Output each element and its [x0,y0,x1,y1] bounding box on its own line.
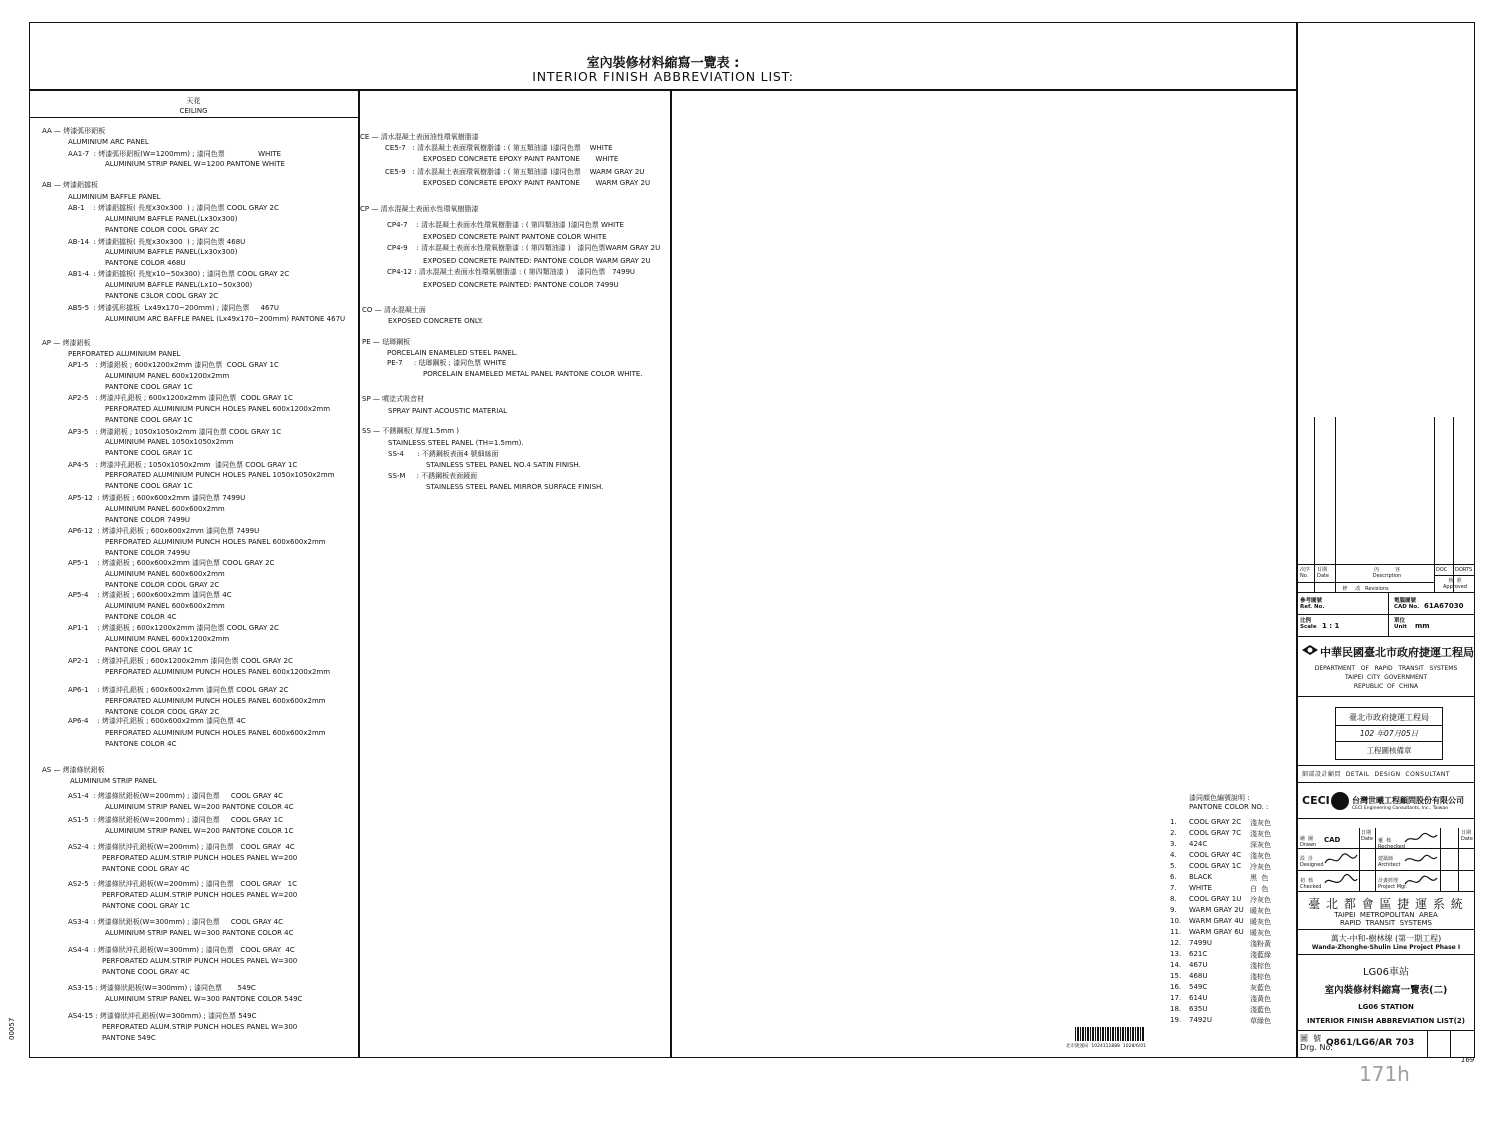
finish-line: ALUMINIUM ARC PANEL [68,138,149,146]
sheet-title-zh: 室內裝修材料縮寫一覽表(二) [1324,985,1448,996]
legend-number: 9. [1170,906,1177,914]
legend-color-code: 424C [1189,840,1208,848]
legend-number: 6. [1170,873,1177,881]
stamp-agency: 臺北市政府捷運工程局 [1349,713,1429,722]
finish-line: ALUMINIUM PANEL 600x1200x2mm [105,372,230,380]
finish-line: ALUMINIUM PANEL 600x600x2mm [105,570,225,578]
ceci-logo-icon [1331,792,1349,810]
finish-line: ALUMINIUM STRIP PANEL W=200 PANTONE COLOR 1C [105,827,294,835]
color-legend-title-en: PANTONE COLOR NO. : [1189,803,1269,811]
finish-line: AP2-5 : 烤漆沖孔鋁板 ; 600x1200x2mm 漆同色票 COOL GRAY 1C [68,394,293,402]
legend-color-name: 灰藍色 [1250,984,1271,992]
rev-no-label: 次序 No. [1300,567,1311,579]
finish-line: PANTONE COOL GRAY 4C [102,865,190,873]
finish-line: SP — 噴塗式吸音材 [362,395,425,403]
finish-line: AB — 烤漆鋁擋板 [42,181,99,189]
finish-line: PANTONE COOL GRAY 4C [102,968,190,976]
legend-color-name: 白 色 [1250,885,1269,893]
finish-line: AP6-12 : 烤漆沖孔鋁板 ; 600x600x2mm 漆同色票 7499U [68,527,260,535]
finish-line: ALUMINIUM STRIP PANEL W=300 PANTONE COLOR 549C [105,995,303,1003]
legend-color-code: BLACK [1189,873,1213,881]
legend-color-name: 草綠色 [1250,1017,1271,1025]
checker-signature [1323,873,1359,891]
column-divider-1 [358,89,360,1058]
finish-line: AP — 烤漆鋁板 [42,339,91,347]
finish-line: EXPOSED CONCRETE PAINTED: PANTONE COLOR 7499U [423,281,619,289]
designer-signature [1323,851,1359,869]
finish-line: ALUMINIUM PANEL 1050x1050x2mm [105,438,234,446]
unit-value: mm [1415,622,1430,630]
finish-line: ALUMINIUM PANEL 600x600x2mm [105,602,225,610]
legend-color-code: 7499U [1189,939,1212,947]
legend-color-code: COOL GRAY 2C [1189,818,1242,826]
agency-name-en-2: TAIPEI CITY GOVERNMENT [1344,674,1428,681]
station-name-zh: LG06車站 [1362,967,1410,978]
finish-line: EXPOSED CONCRETE EPOXY PAINT PANTONE WARM GRAY 2U [423,179,651,187]
finish-line: PANTONE COLOR 4C [105,613,177,621]
finish-line: CE — 清水混凝土表面油性環氧樹脂漆 [360,133,479,141]
agency-name-zh: 中華民國臺北市政府捷運工程局 [1320,646,1474,659]
color-legend-title [1189,794,1268,812]
finish-line: STAINLESS STEEL PANEL NO.4 SATIN FINISH. [426,461,581,469]
finish-line: SS-4 : 不銹鋼板表面4 號細絲面 [388,450,499,458]
ref-no-label: 參考圖號 Ref. No. [1300,598,1325,610]
finish-line: AB1-4 : 烤漆鋁擋板( 長度x10~50x300) ; 漆同色票 COOL GRAY 2C [68,270,290,278]
column-divider-2 [670,89,672,1058]
date-label-2: 日期 Date [1461,830,1473,842]
legend-number: 17. [1170,994,1182,1002]
legend-number: 2. [1170,829,1177,837]
title-divider [29,89,1297,91]
rev-dorts-label: DORTS [1455,567,1473,573]
finish-line: PERFORATED ALUMINIUM PUNCH HOLES PANEL 600x1200x2mm [105,405,331,413]
legend-color-code: 7492U [1189,1016,1212,1024]
legend-color-name: 暖灰色 [1250,918,1271,926]
agency-name-en-3: REPUBLIC OF CHINA [1353,683,1419,690]
legend-color-code: 621C [1189,950,1208,958]
finish-line: AS2-4 : 烤漆條狀沖孔鋁板(W=200mm) ; 漆同色票 COOL GRAY 4C [68,843,295,851]
finish-line: ALUMINIUM BAFFLE PANEL(Lx30x300) [105,248,238,256]
legend-number: 1. [1170,818,1177,826]
legend-color-code: 635U [1189,1005,1208,1013]
finish-line: PANTONE COLOR 7499U [105,549,191,557]
finish-line: PE-7 : 琺瑯鋼板 ; 漆同色票 WHITE [387,359,507,367]
line-name-en: Wanda-Zhonghe-Shulin Line Project Phase I [1311,944,1461,951]
date-label: 日期 Date [1361,830,1373,842]
page-title-zh: 室內裝修材料縮寫一覽表 : [586,56,740,71]
pm-signature [1403,873,1439,891]
finish-line: PE — 琺瑯鋼板 [362,338,411,346]
legend-color-code: 614U [1189,994,1208,1002]
ceiling-header [29,96,358,116]
legend-color-code: COOL GRAY 1U [1189,895,1242,903]
drawing-title-area [29,22,1297,92]
finish-line: ALUMINIUM BAFFLE PANEL(Lx10~50x300) [105,281,253,289]
finish-line: AA — 烤漆弧形鋁板 [42,127,106,135]
legend-number: 18. [1170,1005,1182,1013]
page-title-en: INTERIOR FINISH ABBREVIATION LIST: [532,69,794,84]
finish-line: PANTONE COLOR COOL GRAY 2C [105,708,220,716]
line-name-zh: 萬大-中和-樹林線 (第一期工程) [1330,934,1442,943]
finish-line: AP2-1 : 烤漆沖孔鋁板 ; 600x1200x2mm 漆同色票 COOL GRAY 2C [68,657,293,665]
finish-line: PERFORATED ALUM.STRIP PUNCH HOLES PANEL W=200 [102,891,298,899]
page-number: 171h [1359,1062,1410,1086]
system-name-en-2: RAPID TRANSIT SYSTEMS [1340,919,1432,927]
architect-label: 建築師 Architect [1378,856,1401,868]
legend-number: 7. [1170,884,1177,892]
finish-line: CE5-9 : 清水混凝土表面環氧樹脂漆 : ( 第五類油漆 )漆同色票 WARM GRAY 2U [385,168,645,176]
color-legend-title-zh: 漆同顏色編號說明 : [1189,794,1250,802]
finish-line: SS-M : 不銹鋼板表面鏡面 [388,472,478,480]
finish-line: ALUMINIUM STRIP PANEL [70,777,157,785]
legend-color-code: WARM GRAY 2U [1189,906,1244,914]
finish-line: STAINLESS STEEL PANEL (TH=1.5mm). [388,439,524,447]
agency-logo-icon [1301,644,1319,656]
rev-desc-label: 內 容 Description [1372,567,1402,579]
legend-color-code: WHITE [1189,884,1212,892]
legend-number: 15. [1170,972,1182,980]
finish-line: AB-1 : 烤漆鋁擋板( 長度x30x300 ) ; 漆同色票 COOL GRAY 2C [68,204,279,212]
ceci-name-zh: 台灣世曦工程顧問股份有限公司 [1352,796,1464,805]
legend-color-code: COOL GRAY 4C [1189,851,1242,859]
finish-line: PANTONE COOL GRAY 1C [105,482,193,490]
finish-line: CE5-7 : 清水混凝土表面環氧樹脂漆 : ( 第五類油漆 )漆同色票 WHITE [385,144,613,152]
finish-line: ALUMINIUM ARC BAFFLE PANEL (Lx49x170~200mm) PANTONE 467U [105,315,346,323]
finish-line: PANTONE C3LOR COOL GRAY 2C [105,292,219,300]
finish-line: ALUMINIUM BAFFLE PANEL [68,193,161,201]
finish-line: PERFORATED ALUMINIUM PUNCH HOLES PANEL 1050x1050x2mm [105,471,335,479]
drawing-number: Q861/LG6/AR 703 [1326,1038,1415,1048]
finish-line: PERFORATED ALUMINIUM PUNCH HOLES PANEL 600x600x2mm [105,697,326,705]
finish-line: AS3-4 : 烤漆條狀鋁板(W=300mm) ; 漆同色票 COOL GRAY 4C [68,918,284,926]
finish-line: AB5-5 : 烤漆弧形擋板 Lx49x170~200mm) ; 漆同色票 467U [68,304,279,312]
rev-doc-label: DOC [1436,567,1448,573]
finish-line: CP4-12 : 清水混凝土表面水性環氧樹脂漆 : ( 第四類油漆 ) 漆同色票 7499U [387,268,636,276]
system-name-en-1: TAIPEI METROPOLITAN AREA [1334,911,1438,919]
finish-line: ALUMINIUM STRIP PANEL W=300 PANTONE COLOR 4C [105,929,294,937]
legend-number: 5. [1170,862,1177,870]
finish-line: AS4-4 : 烤漆條狀沖孔鋁板(W=300mm) ; 漆同色票 COOL GRAY 4C [68,946,295,954]
legend-color-name: 淺黃色 [1250,995,1271,1003]
scale-label: 比例 Scale [1300,618,1317,630]
corner-mark: 169 [1461,1056,1475,1064]
finish-line: AP5-4 : 烤漆鋁板 ; 600x600x2mm 漆同色票 4C [68,591,232,599]
architect-signature [1403,851,1439,869]
finish-line: AP6-4 : 烤漆沖孔鋁板 ; 600x600x2mm 漆同色票 4C [68,717,246,725]
finish-line: EXPOSED CONCRETE PAINT PANTONE COLOR WHITE [423,233,607,241]
finish-line: CP4-7 : 清水混凝土表面水性環氧樹脂漆 : ( 第四類油漆 )漆同色票 WHITE [387,221,624,229]
legend-number: 16. [1170,983,1182,991]
consultant-label: 細部設計顧問 DETAIL DESIGN CONSULTANT [1302,771,1450,778]
legend-number: 12. [1170,939,1182,947]
agency-name-en-1: DEPARTMENT OF RAPID TRANSIT SYSTEMS [1314,665,1458,672]
finish-line: AP3-5 : 烤漆鋁板 ; 1050x1050x2mm 漆同色票 COOL GRAY 1C [68,428,282,436]
finish-line: PANTONE 549C [102,1034,156,1042]
finish-line: PANTONE COLOR 4C [105,740,177,748]
finish-line: PANTONE COOL GRAY 1C [105,416,193,424]
finish-line: EXPOSED CONCRETE ONLY. [388,317,483,325]
finish-line: PORCELAIN ENAMELED METAL PANEL PANTONE COLOR WHITE. [423,370,643,378]
finish-line: AA1-7 : 烤漆弧形鋁板(W=1200mm) ; 漆同色票 WHITE [68,150,282,158]
legend-color-name: 淺粉黃 [1250,940,1271,948]
finish-line: PANTONE COOL GRAY 1C [105,383,193,391]
finish-line: PANTONE COLOR 7499U [105,516,191,524]
finish-line: AP5-12 : 烤漆鋁板 ; 600x600x2mm 漆同色票 7499U [68,494,246,502]
ceiling-header-en: CEILING [179,107,208,115]
legend-color-name: 冷灰色 [1250,863,1271,871]
finish-line: STAINLESS STEEL PANEL MIRROR SURFACE FINISH. [426,483,604,491]
project-manager-label: 計畫經理 Project Mgr. [1378,878,1408,890]
finish-line: AP6-1 : 烤漆沖孔鋁板 ; 600x600x2mm 漆同色票 COOL GRAY 2C [68,686,289,694]
drawn-label: 繪 圖 Drawn [1300,836,1317,848]
finish-line: PERFORATED ALUMINIUM PUNCH HOLES PANEL 600x600x2mm [105,538,326,546]
legend-number: 13. [1170,950,1182,958]
title-block [1297,22,1475,1058]
legend-color-name: 淺棕色 [1250,962,1271,970]
finish-line: CO — 清水混凝土面 [362,306,426,314]
finish-line: AS2-5 : 烤漆條狀沖孔鋁板(W=200mm) ; 漆同色票 COOL GRAY 1C [68,880,298,888]
unit-label: 單位 Unit [1394,618,1407,630]
sheet-title-en: INTERIOR FINISH ABBREVIATION LIST(2) [1307,1017,1465,1025]
finish-line: PANTONE COLOR 468U [105,259,186,267]
revisions-label: 修 改 Revisions [1342,586,1389,592]
rechecker-signature [1403,830,1439,848]
legend-color-code: WARM GRAY 6U [1189,928,1244,936]
approval-stamp [1335,707,1443,760]
finish-line: PANTONE COOL GRAY 1C [105,646,193,654]
cad-no-label: 電腦圖號 CAD No. [1394,598,1420,610]
legend-color-code: COOL GRAY 1C [1189,862,1242,870]
ceci-logo-text: CECI [1302,794,1330,807]
finish-line: AP1-1 : 烤漆鋁板 ; 600x1200x2mm 漆同色票 COOL GRAY 2C [68,624,279,632]
finish-line: SS — 不銹鋼板( 厚度1.5mm ) [362,427,460,435]
station-name-en: LG06 STATION [1358,1003,1414,1011]
legend-color-name: 淺棕色 [1250,973,1271,981]
finish-line: CP — 清水混凝土表面水性環氧樹脂漆 [360,205,479,213]
rev-date-label: 日期 Date [1317,567,1329,579]
legend-color-name: 淺灰色 [1250,819,1271,827]
legend-color-code: 467U [1189,961,1208,969]
finish-line: PANTONE COOL GRAY 1C [105,449,193,457]
checked-label: 初 核 Checked [1300,878,1322,890]
rechecked-label: 覆 核 Rechecked [1378,838,1406,850]
legend-number: 11. [1170,928,1182,936]
legend-number: 10. [1170,917,1182,925]
finish-line: ALUMINIUM PANEL 600x600x2mm [105,505,225,513]
ceiling-header-zh: 天花 [186,97,201,105]
finish-line: AP4-5 : 烤漆沖孔鋁板 ; 1050x1050x2mm 漆同色票 COOL GRAY 1C [68,461,298,469]
rev-approved-label: 核 准 Approved [1443,578,1467,590]
cad-no: 61A67030 [1424,602,1464,610]
designed-label: 設 計 Designed [1300,856,1324,868]
finish-line: ALUMINIUM STRIP PANEL W=1200 PANTONE WHITE [105,160,285,168]
finish-line: PANTONE COOL GRAY 1C [102,902,190,910]
legend-color-name: 淺灰色 [1250,830,1271,838]
barcode [1075,1027,1145,1041]
finish-line: AS3-15 : 烤漆條狀鋁板(W=300mm) ; 漆同色票 549C [68,984,256,992]
stamp-date: 102 年07月05日 [1359,729,1419,738]
legend-color-name: 暖灰色 [1250,907,1271,915]
finish-line: PERFORATED ALUMINIUM PUNCH HOLES PANEL 600x1200x2mm [105,668,331,676]
drawing-number-label: 圖 號 Drg. No. [1300,1034,1333,1052]
legend-color-name: 淺灰色 [1250,852,1271,860]
legend-number: 3. [1170,840,1177,848]
legend-number: 14. [1170,961,1182,969]
finish-line: ALUMINIUM STRIP PANEL W=200 PANTONE COLOR 4C [105,803,294,811]
legend-color-code: WARM GRAY 4U [1189,917,1244,925]
side-code: 00057 [8,1017,16,1040]
legend-color-name: 淺藍綠 [1250,951,1271,959]
legend-number: 4. [1170,851,1177,859]
finish-line: PERFORATED ALUM.STRIP PUNCH HOLES PANEL W=200 [102,854,298,862]
finish-line: PORCELAIN ENAMELED STEEL PANEL. [387,349,518,357]
legend-color-code: 549C [1189,983,1208,991]
finish-line: AS1-4 : 烤漆條狀鋁板(W=200mm) ; 漆同色票 COOL GRAY 4C [68,792,284,800]
stamp-label: 工程圖核備章 [1366,746,1412,755]
finish-line: ALUMINIUM PANEL 600x1200x2mm [105,635,230,643]
finish-line: AB-14 : 烤漆鋁擋板( 長度x30x300 ) ; 漆同色票 468U [68,238,246,246]
finish-line: AP1-5 : 烤漆鋁板 ; 600x1200x2mm 漆同色票 COOL GRAY 1C [68,361,279,369]
finish-line: PERFORATED ALUM.STRIP PUNCH HOLES PANEL W=300 [102,1023,298,1031]
system-name-zh: 臺 北 都 會 區 捷 運 系 統 [1308,897,1464,911]
finish-line: EXPOSED CONCRETE PAINTED: PANTONE COLOR WARM GRAY 2U [423,257,651,265]
ceiling-header-divider [29,117,358,118]
legend-color-name: 深灰色 [1250,841,1271,849]
finish-line: ALUMINIUM BAFFLE PANEL(Lx30x300) [105,215,238,223]
finish-line: AS4-15 : 烤漆條狀沖孔鋁板(W=300mm) ; 漆同色票 549C [68,1012,257,1020]
finish-line: AS — 烤漆條狀鋁板 [42,766,105,774]
finish-line: SPRAY PAINT ACOUSTIC MATERIAL [388,407,508,415]
finish-line: PERFORATED ALUM.STRIP PUNCH HOLES PANEL W=300 [102,957,298,965]
legend-color-code: 468U [1189,972,1208,980]
scale-value: 1 : 1 [1322,622,1340,630]
drawn-by: CAD [1324,836,1341,844]
finish-line: PANTONE COLOR COOL GRAY 2C [105,581,220,589]
legend-color-name: 暖灰色 [1250,929,1271,937]
legend-color-code: COOL GRAY 7C [1189,829,1242,837]
legend-color-name: 淺藍色 [1250,1006,1271,1014]
finish-line: AP5-1 : 烤漆鋁板 ; 600x600x2mm 漆同色票 COOL GRAY 2C [68,559,275,567]
finish-line: PANTONE COLOR COOL GRAY 2C [105,226,220,234]
finish-line: CP4-9 : 清水混凝土表面水性環氧樹脂漆 : ( 第四類油漆 ) 漆同色票WARM GRAY 2U [387,244,661,252]
finish-line: EXPOSED CONCRETE EPOXY PAINT PANTONE WHITE [423,155,619,163]
finish-line: AS1-5 : 烤漆條狀鋁板(W=200mm) ; 漆同色票 COOL GRAY 1C [68,816,284,824]
legend-number: 8. [1170,895,1177,903]
legend-number: 19. [1170,1016,1182,1024]
legend-color-name: 黑 色 [1250,874,1269,882]
barcode-caption: 北市捷運局 1024111888 1028/6/01 [1066,1044,1146,1049]
finish-line: PERFORATED ALUMINIUM PANEL [68,350,181,358]
legend-color-name: 冷灰色 [1250,896,1271,904]
ceci-name-en: CECI Engineering Consultants, Inc., Taiwan [1352,806,1449,811]
finish-line: PERFORATED ALUMINIUM PUNCH HOLES PANEL 600x600x2mm [105,729,326,737]
